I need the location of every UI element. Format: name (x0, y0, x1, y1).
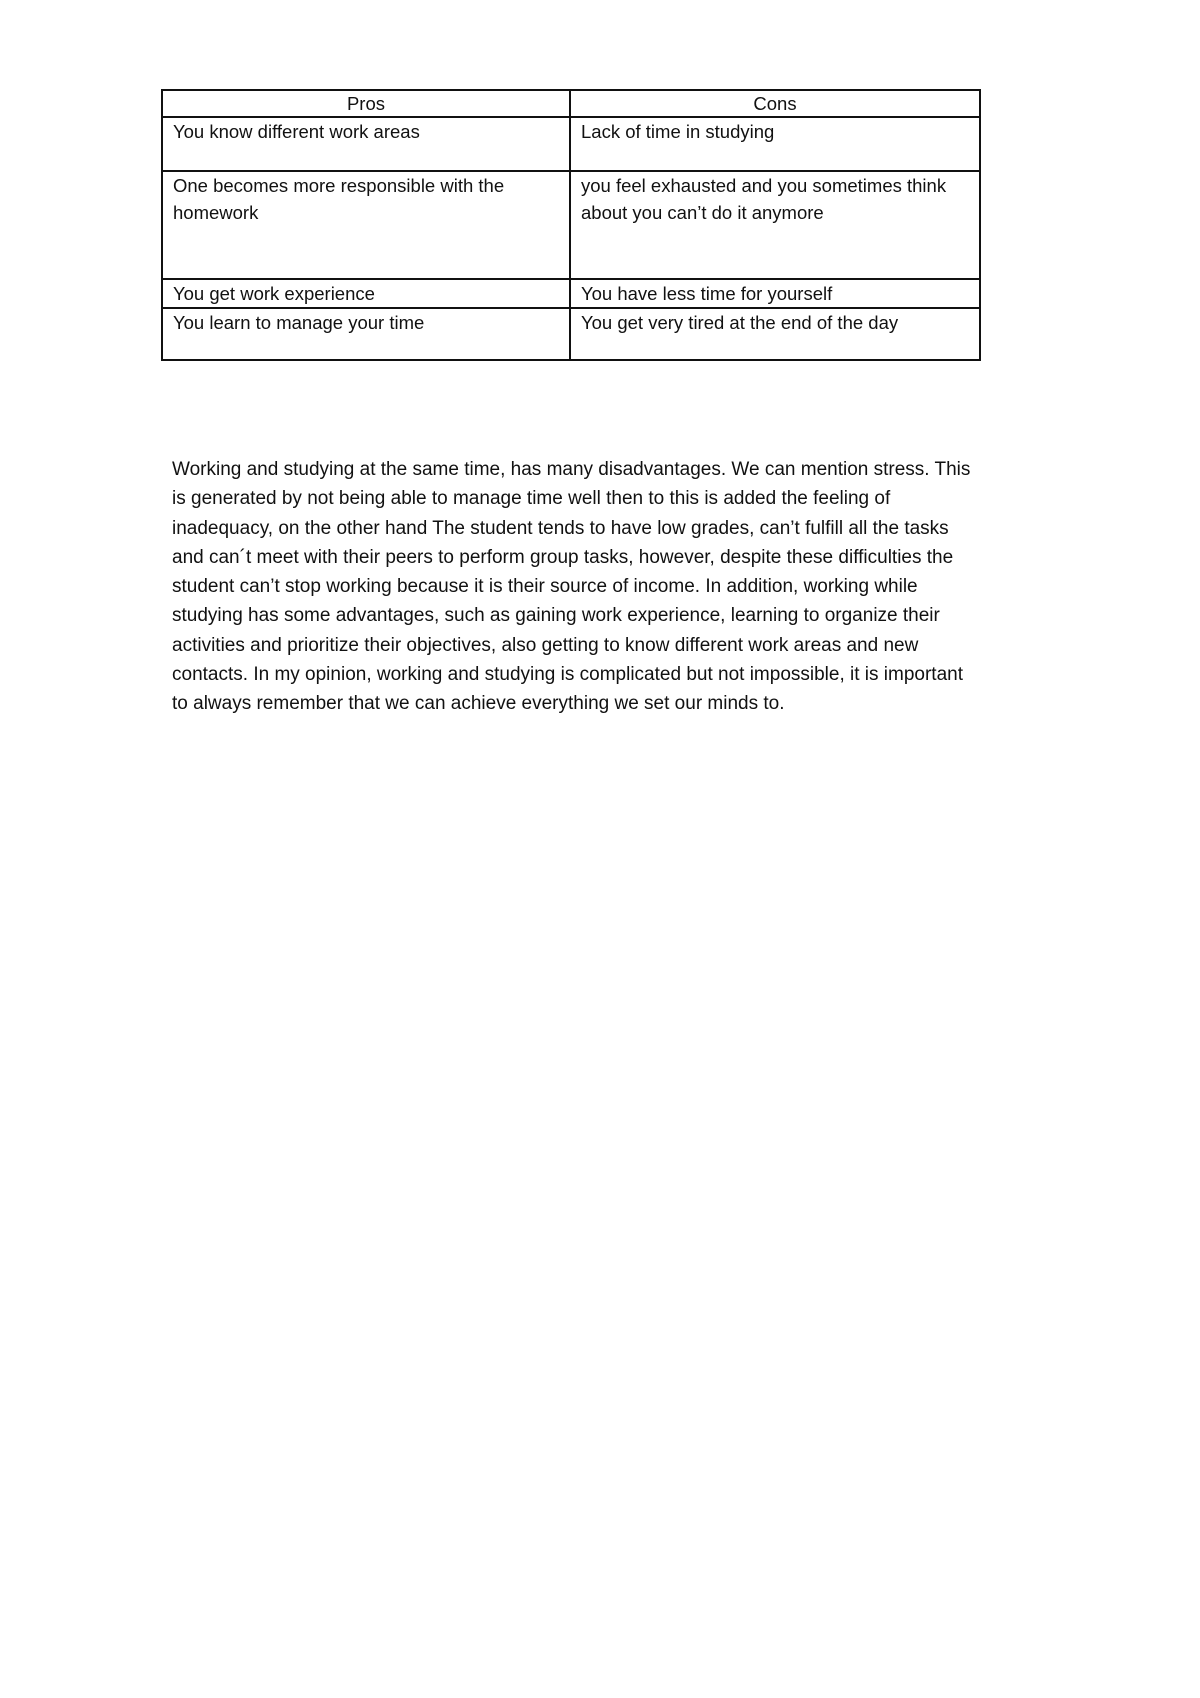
essay-line: inadequacy, on the other hand The student tends to have low grades, can’t fulfill all the tasks (172, 517, 949, 539)
con-cell: You have less time for yourself (570, 279, 980, 308)
pro-cell: You know different work areas (162, 117, 570, 171)
con-cell: you feel exhausted and you sometimes think about you can’t do it anymore (570, 171, 980, 279)
essay-line: student can’t stop working because it is their source of income. In addition, working while (172, 576, 918, 598)
pros-header: Pros (162, 90, 570, 117)
essay-line: to always remember that we can achieve everything we set our minds to. (172, 693, 785, 715)
essay-line: Working and studying at the same time, has many disadvantages. We can mention stress. This (172, 459, 971, 480)
pros-cons-table (161, 89, 981, 361)
essay-line: is generated by not being able to manage time well then to this is added the feeling of (172, 488, 891, 510)
pro-cell: One becomes more responsible with the homework (162, 171, 570, 279)
table-row (162, 308, 980, 360)
essay-paragraph (172, 455, 1042, 719)
table-row (162, 171, 980, 279)
essay-line: contacts. In my opinion, working and studying is complicated but not impossible, it is important (172, 664, 963, 686)
con-cell: Lack of time in studying (570, 117, 980, 171)
pro-cell: You get work experience (162, 279, 570, 308)
pro-cell: You learn to manage your time (162, 308, 570, 360)
cons-header: Cons (570, 90, 980, 117)
table-row (162, 279, 980, 308)
table-row (162, 117, 980, 171)
essay-line: activities and prioritize their objectives, also getting to know different work areas and new (172, 634, 919, 656)
table-header-row (162, 90, 980, 117)
essay-line: studying has some advantages, such as gaining work experience, learning to organize their (172, 605, 940, 627)
con-cell: You get very tired at the end of the day (570, 308, 980, 360)
essay-line: and can´t meet with their peers to perform group tasks, however, despite these difficulties the (172, 546, 954, 568)
